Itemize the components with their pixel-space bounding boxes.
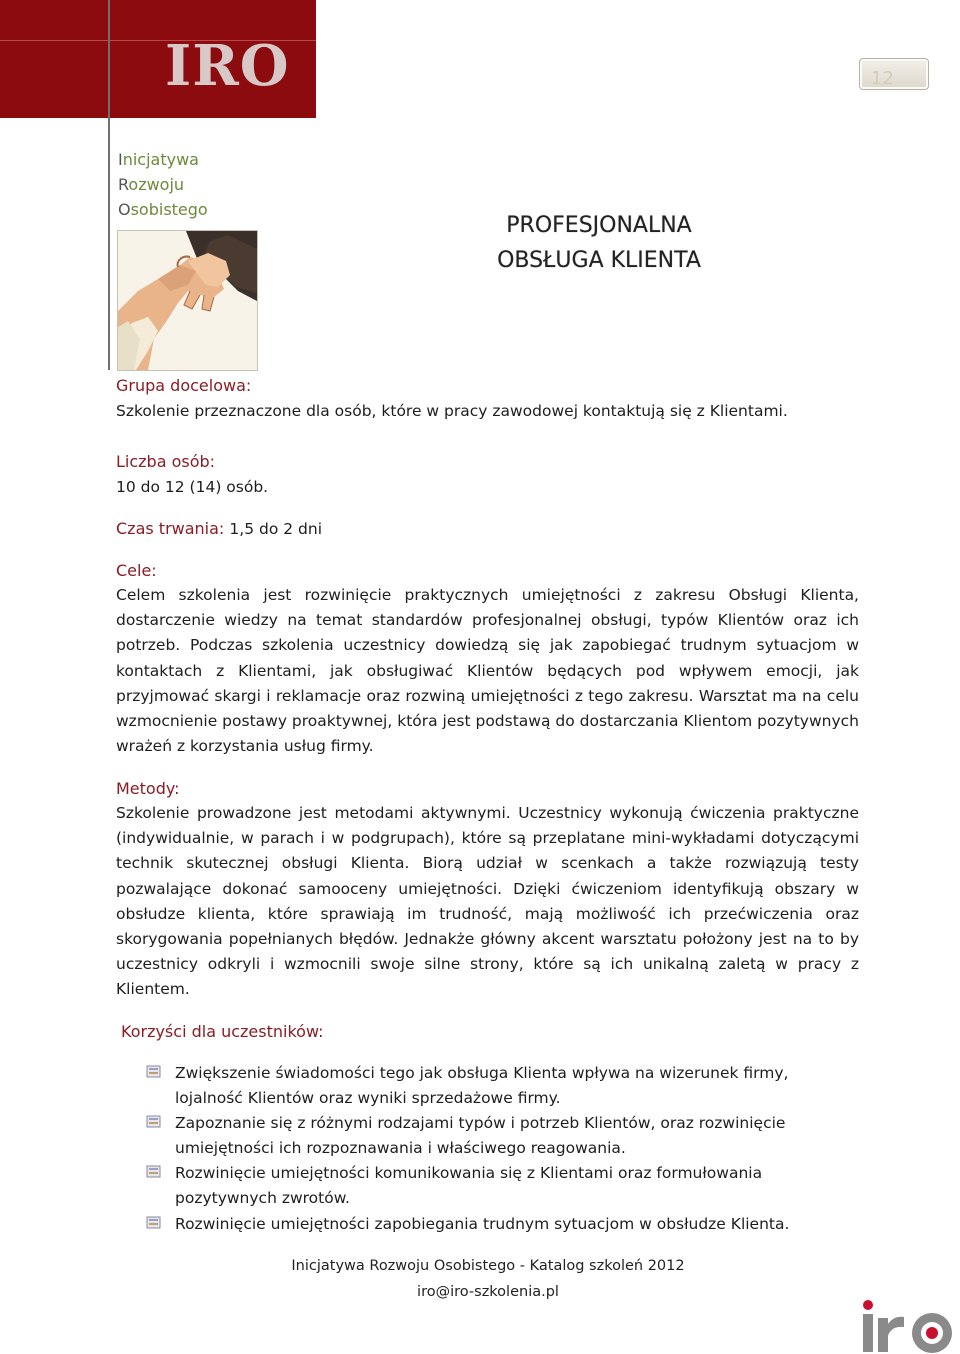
page-title <box>440 208 758 278</box>
cele-label: Cele: <box>116 561 157 580</box>
page-number-box <box>859 58 929 90</box>
title-line-2: OBSŁUGA KLIENTA <box>497 248 701 273</box>
benefit-item: Rozwinięcie umiejętności komunikowania się z Klientami oraz formułowania pozytywnych zwrotów. <box>175 1164 763 1208</box>
title-line-1: PROFESJONALNA <box>506 213 692 238</box>
cele-text: Celem szkolenia jest rozwinięcie praktycznych umiejętności z zakresu Obsługi Klienta, dostarczenie wiedzy na temat standardów profesjonalnej obsługi, typów Klientów oraz ich potrzeb. Podczas szkolenia uczestnicy dowiedzą się jak zapobiegać trudnym sytuacjom w kontaktach z Klientami, jak obsługiwać Klientów będących pod wpływem emocji, jak przyjmować skargi i reklamacje oraz rozwiną umiejętności z tego zakresu. Warsztat ma na celu wzmocnienie postawy proaktywnej, która jest podstawą do dostarczania Klientom pozytywnych wrażeń z korzystania usług firmy. <box>116 586 859 756</box>
korzysci-label: Korzyści dla uczestników: <box>121 1022 324 1041</box>
liczba-label: Liczba osób: <box>116 452 216 471</box>
vertical-divider <box>108 0 110 370</box>
czas-row <box>116 519 322 538</box>
metody-text: Szkolenie prowadzone jest metodami aktywnymi. Uczestnicy wykonują ćwiczenia praktyczne (indywidualnie, w parach i w podgrupach), które są przeplatane mini-wykładami dotyczącymi technik skutecznej obsługi Klienta. Biorą udział w scenkach a także rozwiązują testy pozwalające dokonać samooceny umiejętności. Dzięki ćwiczeniom identyfikują obszary w obsłudze klienta, które sprawiają im trudność, mają możliwość ich przećwiczenia oraz skorygowania popełnianych błędów. Jednakże główny akcent warsztatu położony jest na to by uczestnicy odkryli i wzmocnili swoje silne strony, które są ich unikalną zaletą w pracy z Klientem. <box>116 804 859 999</box>
liczba-text: 10 do 12 (14) osób. <box>116 478 269 496</box>
benefit-item: Rozwinięcie umiejętności zapobiegania trudnym sytuacjom w obsłudze Klienta. <box>175 1215 790 1233</box>
grupa-text: Szkolenie przeznaczone dla osób, które w pracy zawodowej kontaktują się z Klientami. <box>116 402 788 420</box>
benefit-item: Zapoznanie się z różnymi rodzajami typów i potrzeb Klientów, oraz rozwinięcie umiejętności ich rozpoznawania i właściwego reagowania. <box>175 1114 786 1158</box>
bullet-icon <box>146 1216 162 1230</box>
page-number: 12 <box>871 68 894 89</box>
brand-line-3: Osobistego <box>118 200 208 219</box>
czas-text: 1,5 do 2 dni <box>229 520 323 538</box>
iro-footer-logo <box>860 1296 960 1354</box>
bullet-icon <box>146 1165 162 1179</box>
bullet-icon <box>146 1115 162 1129</box>
grupa-label: Grupa docelowa: <box>116 376 252 395</box>
handshake-illustration <box>117 230 258 371</box>
benefit-item: Zwiększenie świadomości tego jak obsługa Klienta wpływa na wizerunek firmy, lojalność Klientów oraz wyniki sprzedażowe firmy. <box>175 1064 789 1108</box>
czas-label: Czas trwania: <box>116 519 225 538</box>
footer-text: Inicjatywa Rozwoju Osobistego - Katalog szkoleń 2012 <box>291 1258 685 1274</box>
brand-line-1: Inicjatywa <box>118 150 199 169</box>
metody-label: Metody: <box>116 779 180 798</box>
bullet-icon <box>146 1065 162 1079</box>
iro-logo-text: IRO <box>165 33 290 99</box>
footer-email[interactable]: iro@iro-szkolenia.pl <box>417 1284 559 1300</box>
brand-line-2: Rozwoju <box>118 175 185 194</box>
